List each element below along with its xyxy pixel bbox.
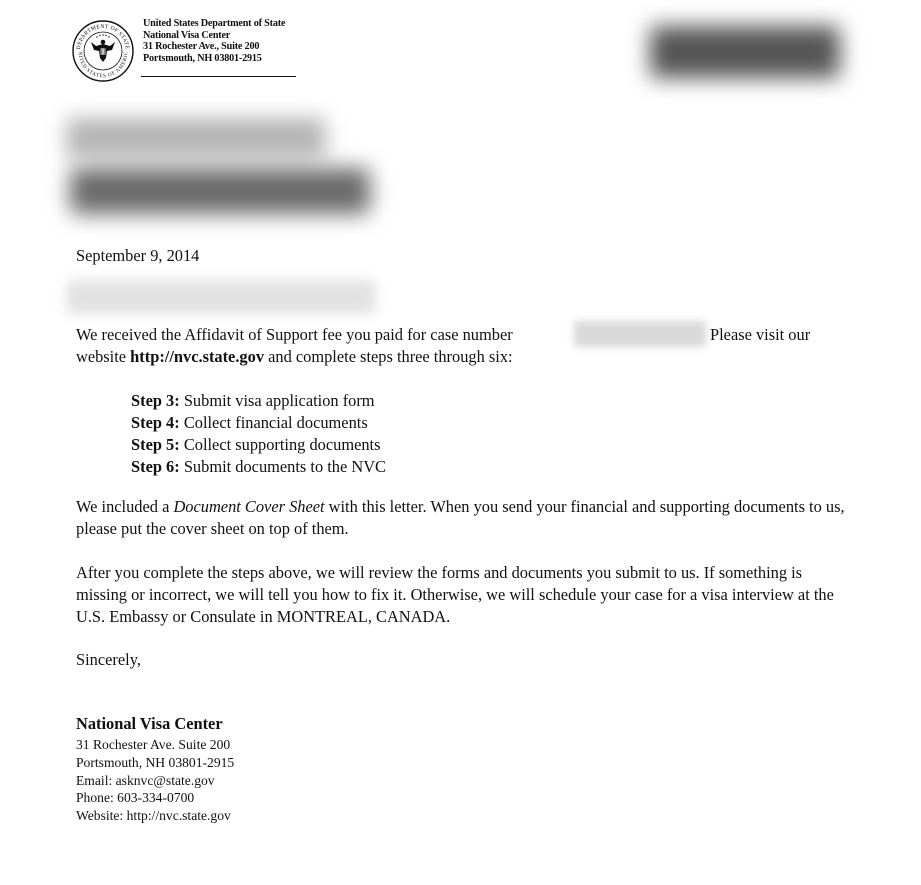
letterhead-city: Portsmouth, NH 03801-2915: [143, 52, 262, 64]
list-item: [131, 456, 386, 478]
closing: Sincerely,: [76, 650, 141, 669]
letterhead-department: United States Department of State: [143, 18, 286, 29]
list-item: [131, 412, 386, 434]
visit-website-text: Please visit our: [710, 325, 811, 344]
letter-date: September 9, 2014: [76, 246, 200, 265]
website-suffix: and complete steps three through six:: [264, 347, 513, 366]
step-label: Step 6:: [131, 457, 180, 476]
cover-sheet-prefix: We included a: [76, 497, 174, 516]
cover-sheet-suffix: with this letter. When you send your financial and supporting documents to us, please put the cover sheet on top of them.: [76, 497, 845, 538]
signature-website: Website: http://nvc.state.gov: [76, 808, 231, 824]
step-text: Submit documents to the NVC: [179, 457, 386, 476]
list-item: [131, 434, 386, 456]
letterhead-center: National Visa Center: [143, 29, 231, 41]
website-instruction: [76, 346, 513, 368]
state-department-seal: [72, 20, 134, 82]
step-label: Step 3:: [131, 391, 180, 410]
redacted-recipient-line1: [66, 118, 326, 158]
signature-address2: Portsmouth, NH 03801-2915: [76, 754, 235, 770]
redacted-reference-block: [650, 26, 840, 78]
cover-sheet-paragraph: [76, 496, 866, 540]
letterhead: [143, 18, 285, 64]
seal-text-bottom: NITED STATES OF AMERIC: [76, 51, 130, 80]
signature-address1: 31 Rochester Ave. Suite 200: [76, 737, 231, 752]
step-label: Step 5:: [131, 435, 180, 454]
redacted-case-number: [574, 321, 706, 347]
nvc-website-link[interactable]: http://nvc.state.gov: [130, 347, 265, 366]
redacted-recipient-line2: [70, 168, 370, 214]
seal-text-top: DEPARTMENT OF STATE: [75, 23, 130, 50]
fee-received-text: We received the Affidavit of Support fee you paid for case number: [76, 325, 513, 344]
step-text: Submit visa application form: [179, 391, 375, 410]
next-steps-paragraph: After you complete the steps above, we will review the forms and documents you submit to us. If something is missing or incorrect, we will tell you how to fix it. Otherwise, we will schedule your case for a visa interview at the U.S. Embassy or Consulate in MONTREAL, CANADA.: [76, 563, 834, 626]
signature-phone: Phone: 603-334-0700: [76, 790, 195, 806]
redacted-salutation: [66, 280, 376, 314]
list-item: [131, 390, 386, 412]
signature-name: National Visa Center: [76, 714, 223, 733]
step-label: Step 4:: [131, 413, 180, 432]
signature-block: [76, 736, 234, 825]
step-text: Collect financial documents: [179, 413, 368, 432]
letterhead-street: 31 Rochester Ave., Suite 200: [143, 41, 260, 53]
website-prefix: website: [76, 347, 131, 366]
step-text: Collect supporting documents: [179, 435, 381, 454]
steps-list: [131, 390, 386, 478]
letterhead-rule: [141, 76, 296, 77]
cover-sheet-title: Document Cover Sheet: [173, 497, 325, 516]
signature-email: Email: asknvc@state.gov: [76, 772, 215, 788]
